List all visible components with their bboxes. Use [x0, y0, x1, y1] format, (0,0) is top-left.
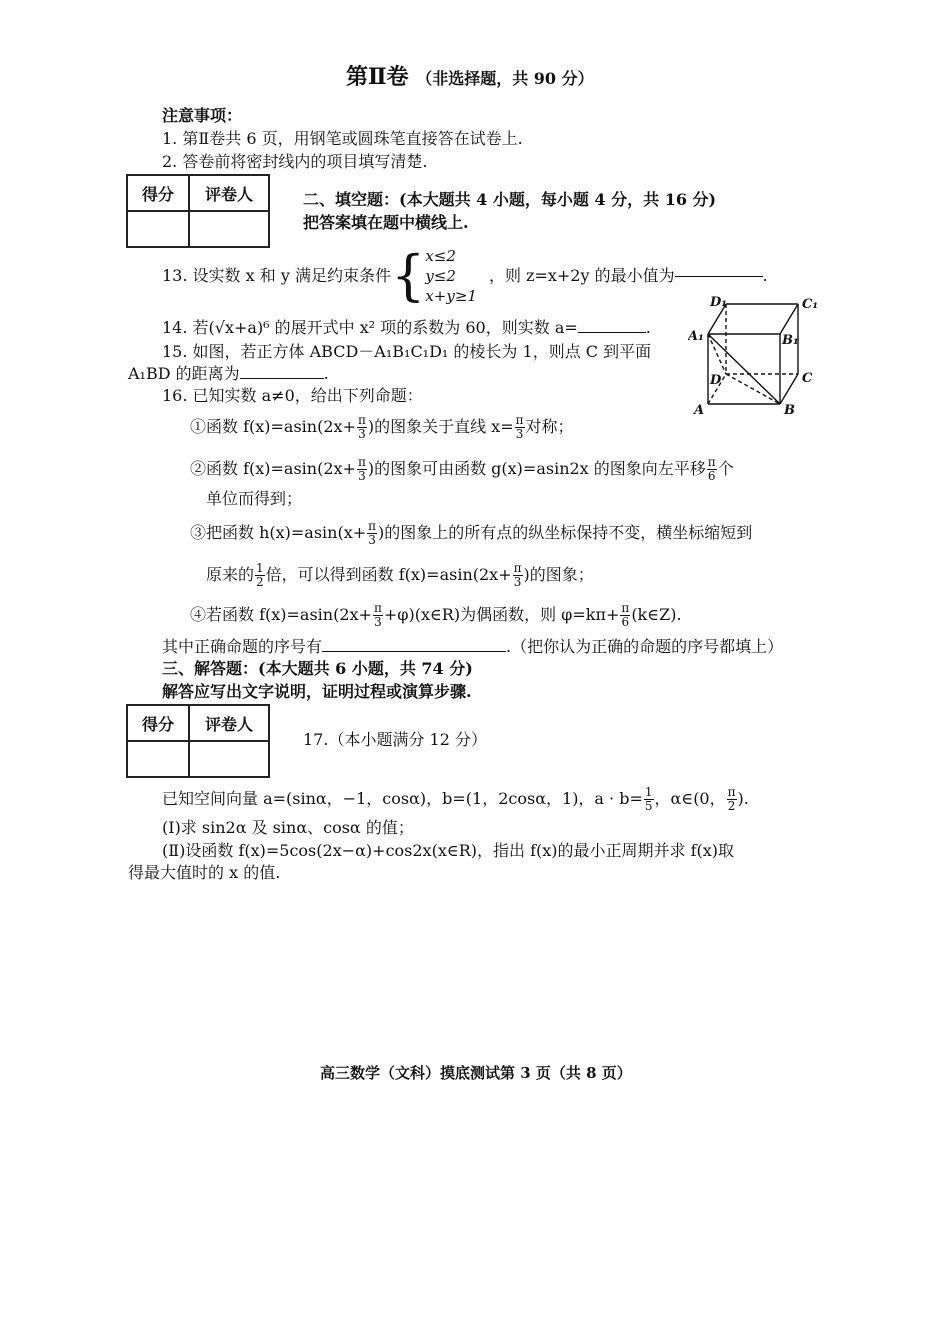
constraint-1: x≤2	[425, 247, 456, 265]
frac-pi-3: $\frac{\pi}{3}$	[515, 413, 524, 441]
q17-heading: 17.（本小题满分 12 分）	[303, 730, 487, 749]
p2-b: )的图象可由函数 g(x)=asin2x 的图象向左平移	[367, 459, 706, 478]
label-a: A	[694, 403, 705, 418]
frac-pi-6: $\frac{\pi}{6}$	[621, 601, 630, 629]
page-footer: 高三数学（文科）摸底测试第 3 页（共 8 页）	[320, 1064, 632, 1082]
q16-answer-prefix: 其中正确命题的序号有	[162, 637, 323, 656]
notice-heading: 注意事项：	[162, 106, 243, 125]
score-table-2	[126, 704, 270, 778]
label-c1: C₁	[802, 297, 819, 312]
label-d: D	[710, 373, 722, 388]
score-cell[interactable]	[127, 211, 189, 247]
label-a1: A₁	[688, 329, 704, 344]
frac-pi-3: $\frac{\pi}{3}$	[513, 561, 522, 589]
frac-pi-3: $\frac{\pi}{3}$	[368, 519, 377, 547]
q16-prop-2	[190, 456, 734, 483]
frac-pi-3: $\frac{\pi}{3}$	[373, 601, 382, 629]
p1-c: 对称；	[525, 417, 574, 436]
p1-b: )的图象关于直线 x=	[367, 417, 514, 436]
q17-stem-b: ，α∈	[654, 789, 694, 808]
q16-prop-3	[190, 520, 752, 547]
constraint-2: y≤2	[425, 267, 456, 285]
frac-pi-2: $\frac{\pi}{2}$	[727, 785, 736, 813]
p3-a: ③把函数 h(x)=asin(x+	[190, 523, 367, 542]
score-cell[interactable]	[127, 741, 189, 777]
section3-heading: 三、解答题：(本大题共 6 小题，共 74 分)	[162, 659, 473, 678]
q17-part-2: (Ⅱ)设函数 f(x)=5cos(2x−α)+cos2x(x∈R)，指出 f(x)的最小正周期并求 f(x)取	[162, 841, 735, 860]
q14-end: .	[645, 318, 651, 337]
grader-label: 评卷人	[189, 175, 269, 211]
notice-item-2: 2. 答卷前将密封线内的项目填写清楚.	[162, 152, 428, 171]
frac-1-5: $\frac{1}{5}$	[644, 785, 653, 813]
score-label: 得分	[127, 705, 189, 741]
q17-stem-c: (0，	[693, 789, 726, 808]
frac-pi-3: $\frac{\pi}{3}$	[357, 413, 366, 441]
p4-b: +φ)(x∈R)为偶函数，则 φ=kπ+	[383, 605, 620, 624]
constraint-system	[425, 246, 477, 306]
notice-item-1: 1. 第Ⅱ卷共 6 页，用钢笔或圆珠笔直接答在试卷上.	[162, 129, 523, 148]
frac-pi-3: $\frac{\pi}{3}$	[357, 455, 366, 483]
label-c: C	[802, 371, 813, 386]
grader-cell[interactable]	[189, 211, 269, 247]
section2-heading: 二、填空题：(本大题共 4 小题，每小题 4 分，共 16 分)	[303, 190, 717, 209]
q15-end: .	[323, 364, 329, 383]
score-table-1	[126, 174, 270, 248]
page-title	[346, 60, 594, 91]
q17-stem	[162, 786, 749, 813]
p3-b: )的图象上的所有点的纵坐标保持不变，横坐标缩短到	[378, 523, 753, 542]
title-subtitle: （非选择题，共 90 分）	[416, 69, 594, 88]
p1-a: ①函数 f(x)=asin(2x+	[190, 417, 356, 436]
p2-a: ②函数 f(x)=asin(2x+	[190, 459, 356, 478]
q17-part-2-cont: 得最大值时的 x 的值.	[128, 863, 281, 882]
q16-stem: 16. 已知实数 a≠0，给出下列命题：	[162, 386, 423, 405]
grader-label: 评卷人	[189, 705, 269, 741]
q16-answer-suffix: .（把你认为正确的命题的序号都填上）	[506, 637, 784, 656]
q16-prop-4	[190, 602, 682, 629]
q13-suffix: ，则 z=x+2y 的最小值为	[488, 266, 675, 285]
q13-end: .	[762, 266, 768, 285]
q16-answer-blank[interactable]	[322, 651, 506, 652]
grader-cell[interactable]	[189, 741, 269, 777]
section3-instruction: 解答应写出文字说明，证明过程或演算步骤.	[162, 682, 472, 701]
p4-c: (k∈Z).	[631, 605, 682, 624]
q16-prop-2-cont: 单位而得到；	[206, 489, 303, 508]
q15-text: A₁BD 的距离为	[128, 364, 240, 383]
cube-figure	[688, 292, 828, 420]
section2-instruction: 把答案填在题中横线上.	[303, 213, 469, 232]
constraint-3: x+y≥1	[425, 287, 477, 305]
q13-answer-blank[interactable]	[675, 276, 763, 277]
p2-c: 个	[717, 459, 734, 478]
q13-prefix: 13. 设实数 x 和 y 满足约束条件	[162, 266, 391, 285]
p3-e: )的图象；	[523, 565, 594, 584]
label-d1: D₁	[710, 295, 727, 310]
score-label: 得分	[127, 175, 189, 211]
constraint-brace: {	[390, 244, 426, 307]
p3-c: 原来的	[206, 565, 255, 584]
q16-prop-3-cont	[206, 562, 594, 589]
question-14	[162, 318, 651, 338]
frac-1-2: $\frac{1}{2}$	[256, 561, 264, 589]
q16-answer-line	[162, 637, 783, 657]
label-b: B	[784, 403, 795, 418]
p3-d: 倍，可以得到函数 f(x)=asin(2x+	[265, 565, 512, 584]
q17-stem-d: ).	[737, 789, 749, 808]
frac-pi-6: $\frac{\pi}{6}$	[707, 455, 716, 483]
q17-stem-a: 已知空间向量 a=(sinα，−1，cosα)，b=(1，2cosα，1)，a · b=	[162, 789, 643, 808]
q15-line1: 15. 如图，若正方体 ABCD－A₁B₁C₁D₁ 的棱长为 1，则点 C 到平面	[162, 342, 652, 361]
q16-prop-1	[190, 414, 574, 441]
q14-text: 14. 若(√x+a)⁶ 的展开式中 x² 项的系数为 60，则实数 a=	[162, 318, 578, 337]
label-b1: B₁	[782, 333, 799, 348]
q15-answer-blank[interactable]	[240, 378, 324, 379]
q15-line2	[128, 364, 329, 384]
q17-part-1: (Ⅰ)求 sin2α 及 sinα、cosα 的值；	[162, 818, 414, 837]
title-main: 第Ⅱ卷	[346, 64, 409, 90]
question-13	[162, 246, 768, 306]
q14-answer-blank[interactable]	[578, 332, 646, 333]
p4-a: ④若函数 f(x)=asin(2x+	[190, 605, 372, 624]
